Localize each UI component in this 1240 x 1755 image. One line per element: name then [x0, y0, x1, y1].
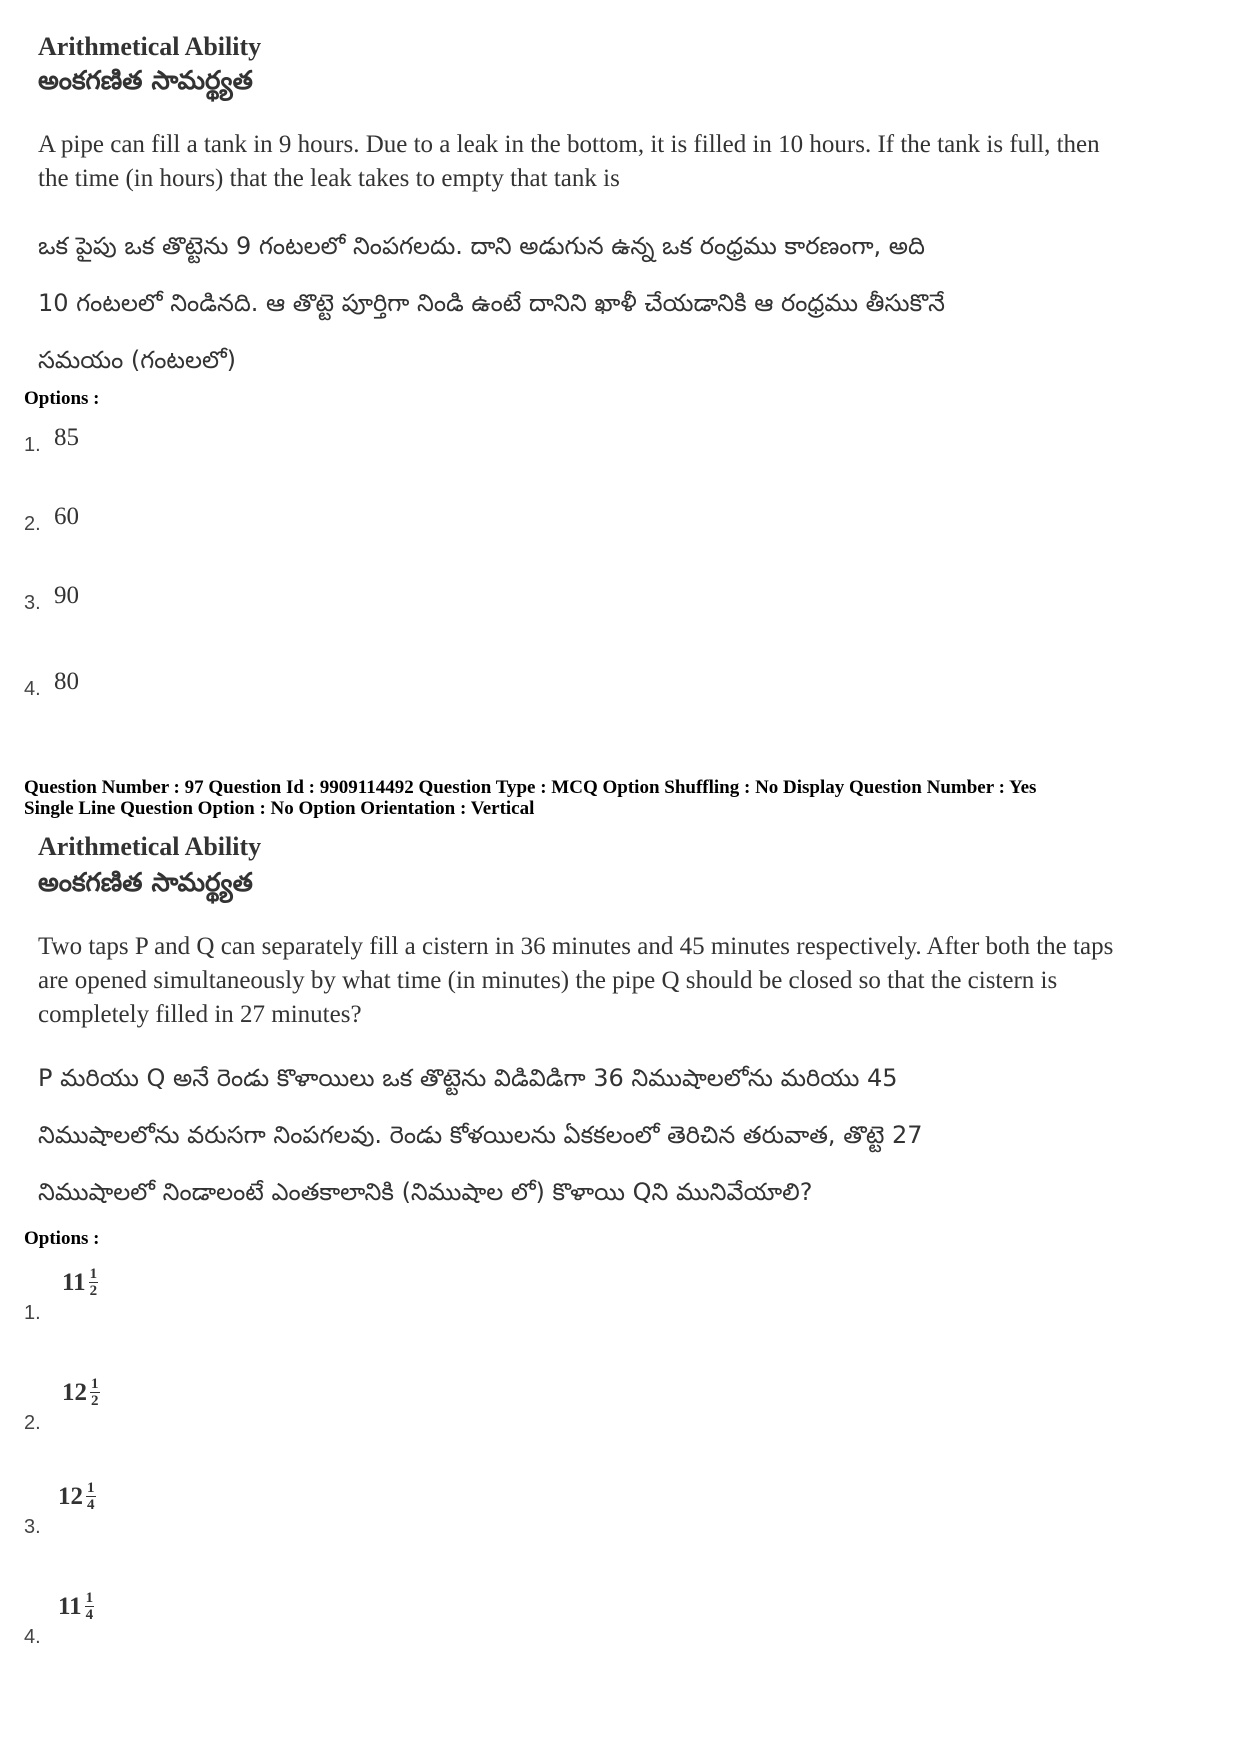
fraction-numerator: 1	[87, 1480, 95, 1496]
option-value	[62, 1376, 100, 1409]
option-number: 4.	[24, 1626, 41, 1648]
fraction-whole: 12	[58, 1482, 83, 1510]
q97-subject-en: Arithmetical Ability	[38, 832, 262, 861]
q96-question-te-line: సమయం (గంటలలో)	[38, 346, 237, 374]
option-value: 80	[54, 668, 79, 695]
option-value	[62, 1266, 98, 1299]
q96-question-te-line: 10 గంటలలో నిండినది. ఆ తొట్టె పూర్తిగా నిండి ఉంటే దానిని ఖాళీ చేయడానికి ఆ రంధ్రము తీసుకొనే	[38, 289, 945, 317]
fraction-denominator: 4	[85, 1607, 94, 1623]
q97-question-en: Two taps P and Q can separately fill a cistern in 36 minutes and 45 minutes respectively. After both the taps are opened simultaneously by what time (in minutes) the pipe Q should be closed so that the cistern is completely filled in 27 minutes?	[38, 933, 1114, 1028]
q97-question-te-line: నిముషాలలో నిండాలంటే ఎంతకాలానికి (నిముషాల లో) కొళాయి Qని మునివేయాలి?	[38, 1178, 813, 1206]
q97-options-label: Options :	[24, 1228, 100, 1249]
option-number: 1.	[24, 1302, 41, 1324]
q96-question-te-line: ఒక పైపు ఒక తొట్టెను 9 గంటలలో నింపగలదు. దాని అడుగున ఉన్న ఒక రంధ్రము కారణంగా, అది	[38, 232, 925, 260]
fraction	[89, 1266, 99, 1299]
fraction-whole: 11	[62, 1268, 86, 1296]
q97-question-te-line: P మరియు Q అనే రెండు కొళాయిలు ఒక తొట్టెను విడివిడిగా 36 నిముషాలలోను మరియు 45	[38, 1064, 898, 1092]
q96-question-en: A pipe can fill a tank in 9 hours. Due to a leak in the bottom, it is filled in 10 hours. If the tank is full, then the time (in hours) that the leak takes to empty that tank is	[38, 131, 1100, 192]
option-number: 2.	[24, 513, 41, 535]
q96-subject-en: Arithmetical Ability	[38, 32, 262, 61]
option-value: 60	[54, 503, 79, 530]
fraction	[86, 1480, 96, 1513]
option-number: 4.	[24, 678, 41, 700]
q96-options-label: Options :	[24, 388, 100, 409]
fraction-whole: 12	[62, 1378, 87, 1406]
option-number: 3.	[24, 1516, 41, 1538]
option-value: 85	[54, 424, 79, 451]
option-value	[58, 1590, 94, 1623]
fraction-denominator: 4	[87, 1497, 95, 1513]
option-value: 90	[54, 582, 79, 609]
q96-subject-te: అంకగణిత సామర్థ్యత	[38, 66, 253, 96]
fraction	[90, 1376, 100, 1409]
fraction-denominator: 2	[91, 1393, 99, 1409]
fraction-numerator: 1	[85, 1590, 94, 1606]
q97-question-te	[38, 1050, 1128, 1221]
fraction	[85, 1590, 95, 1623]
option-number: 1.	[24, 434, 41, 456]
q97-meta-line: Single Line Question Option : No Option Orientation : Vertical	[24, 798, 535, 819]
option-number: 3.	[24, 592, 41, 614]
q97-meta-line: Question Number : 97 Question Id : 9909114492 Question Type : MCQ Option Shuffling : No Display Question Number : Yes	[24, 777, 1037, 798]
fraction-numerator: 1	[89, 1266, 98, 1282]
option-value	[58, 1480, 96, 1513]
q97-meta	[24, 777, 1224, 819]
q96-question-te	[38, 218, 1128, 389]
q97-subject-te: అంకగణిత సామర్థ్యత	[38, 868, 253, 898]
option-number: 2.	[24, 1412, 41, 1434]
fraction-whole: 11	[58, 1592, 82, 1620]
fraction-numerator: 1	[91, 1376, 99, 1392]
q97-question-te-line: నిముషాలలోను వరుసగా నింపగలవు. రెండు కోళయిలను ఏకకలంలో తెరిచిన తరువాత, తొట్టె 27	[38, 1121, 923, 1149]
fraction-denominator: 2	[89, 1283, 98, 1299]
